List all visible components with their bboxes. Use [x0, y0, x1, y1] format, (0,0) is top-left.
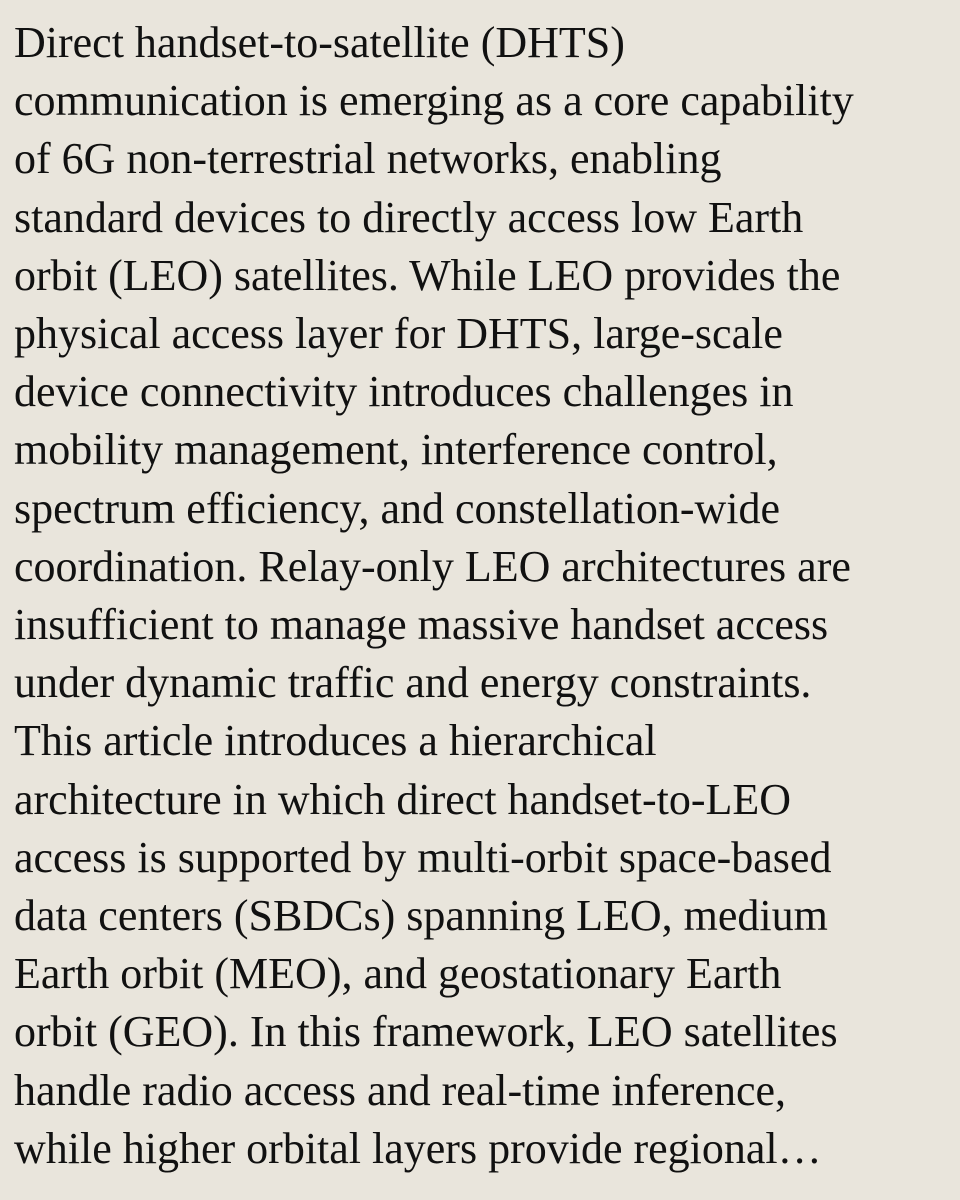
text-line: insufficient to manage massive handset access: [14, 600, 829, 650]
text-line: This article introduces a hierarchical: [14, 716, 657, 766]
text-line: coordination. Relay-only LEO architectures are: [14, 541, 851, 591]
abstract-text: [14, 14, 954, 1178]
text-line: mobility management, interference control,: [14, 425, 778, 475]
text-line: access is supported by multi-orbit space-based: [14, 832, 832, 882]
text-line: orbit (LEO) satellites. While LEO provides the: [14, 250, 841, 300]
text-line: data centers (SBDCs) spanning LEO, medium: [14, 891, 828, 941]
text-line: orbit (GEO). In this framework, LEO satellites: [14, 1007, 838, 1057]
text-line: communication is emerging as a core capability: [14, 76, 854, 126]
text-line: device connectivity introduces challenges in: [14, 367, 794, 417]
text-line: under dynamic traffic and energy constraints.: [14, 658, 812, 708]
text-line: standard devices to directly access low Earth: [14, 192, 804, 242]
text-line: Earth orbit (MEO), and geostationary Earth: [14, 949, 782, 999]
text-line: spectrum efficiency, and constellation-wide: [14, 483, 781, 533]
text-line: of 6G non-terrestrial networks, enabling: [14, 134, 722, 184]
text-line: physical access layer for DHTS, large-scale: [14, 309, 783, 359]
text-line: Direct handset-to-satellite (DHTS): [14, 18, 625, 67]
text-line: while higher orbital layers provide regional…: [14, 1123, 822, 1173]
text-line: handle radio access and real-time inference,: [14, 1065, 787, 1115]
text-line: architecture in which direct handset-to-LEO: [14, 774, 792, 824]
